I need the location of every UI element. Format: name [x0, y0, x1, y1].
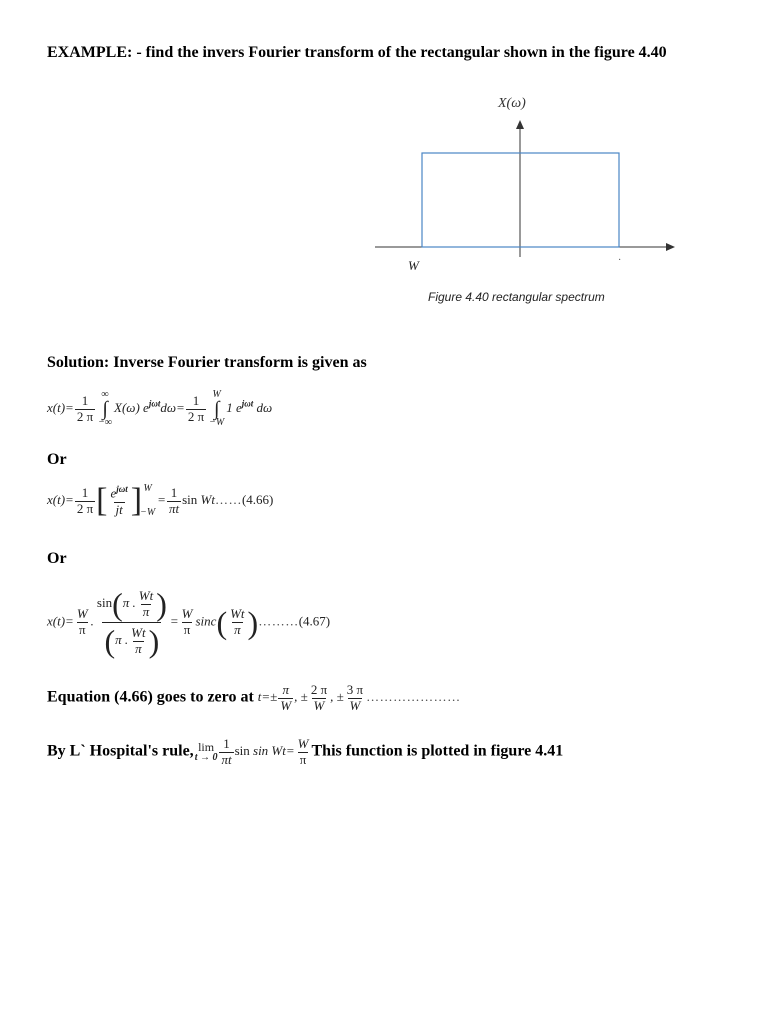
rectangular-spectrum-figure	[370, 85, 690, 275]
svg-text:·: ·	[618, 255, 622, 266]
figure-top-label: X(ω)	[498, 96, 526, 111]
vertical-axis-arrow	[516, 120, 524, 129]
or-label-1: Or	[47, 451, 67, 468]
equation-inverse-transform: x(t)= $\frac{1}{2 \pi}$ ∞ ∫ −∞ X(ω) $e^{j\omega t}d\omega=$ $\frac{1}{2 \pi}$ W ∫ −W 1 $e^{j\omega t}$ dω	[47, 389, 273, 428]
solution-heading: Solution: Inverse Fourier transform is given as	[47, 354, 367, 371]
neg-w-label: W	[408, 258, 419, 273]
hospital-rule-line: By L` Hospital's rule, lim t → 0 $\frac{1}{\pi t}$ sin sin Wt= $\frac{W}{\pi}$ This function is plotted in figure 4.41	[47, 736, 564, 767]
equation-4-67: x(t)= $\frac{W}{\pi}$ . sin(π . $\frac{Wt}{\pi}$ ) (π . $\frac{Wt}{\pi}$ ) = $\frac{W}{\pi}$ sinc( $\frac{Wt}{\pi}$ )………(4.67)	[47, 586, 331, 659]
zero-crossings-line: Equation (4.66) goes to zero at t=± $\frac{\pi}{W}$ , ± $\frac{2 \pi}{W}$ , ± $\frac{3 \pi}{W}$ …………………	[47, 682, 461, 713]
equation-4-66: x(t)= $\frac{1}{2 \pi}$ [ $\frac{e^{j\omega t}}{jt}$ ] W −W = $\frac{1}{\pi t}$ sin Wt……(4.66)	[47, 482, 274, 519]
horizontal-axis-arrow	[666, 243, 675, 251]
figure-caption: Figure 4.40 rectangular spectrum	[428, 290, 605, 304]
example-heading: EXAMPLE: - find the invers Fourier transform of the rectangular shown in the figure 4.40	[47, 44, 667, 61]
or-label-2: Or	[47, 550, 67, 567]
